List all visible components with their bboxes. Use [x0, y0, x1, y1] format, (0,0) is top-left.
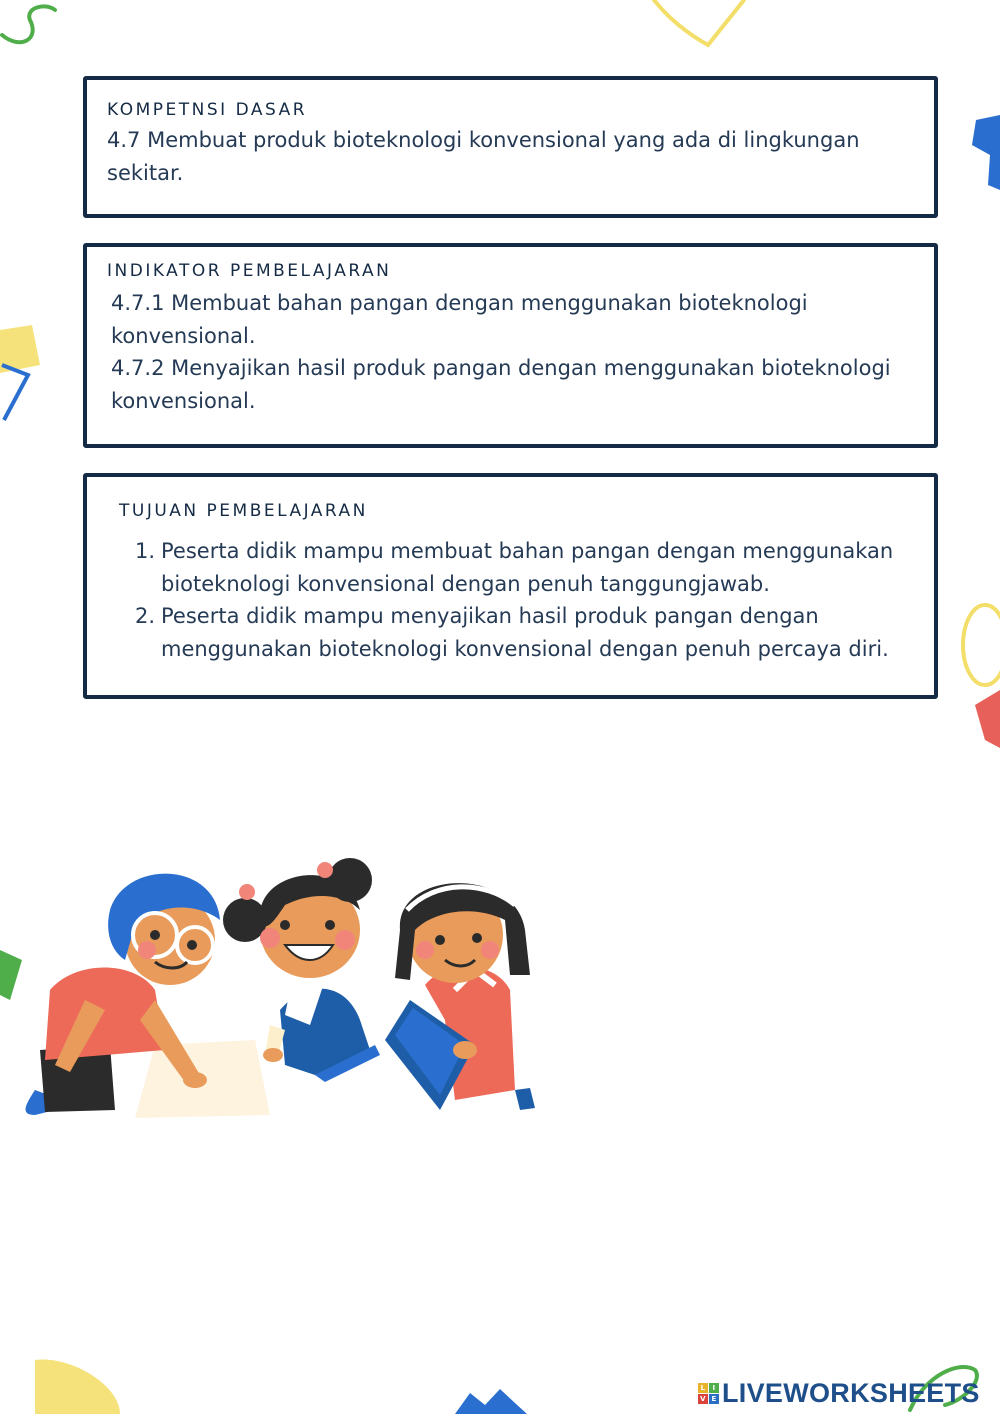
indikator-pembelajaran-title: INDIKATOR PEMBELAJARAN [107, 261, 392, 281]
text-line: konvensional. [111, 388, 256, 413]
brand-name: LIVEWORKSHEETS [722, 1378, 980, 1408]
boy-figure [26, 874, 220, 1115]
tujuan-pembelajaran-title: TUJUAN PEMBELAJARAN [119, 501, 368, 521]
text-line: 4.7 Membuat produk bioteknologi konvensional yang ada di lingkungan [107, 128, 860, 152]
blue-wave-icon [455, 1385, 530, 1414]
tujuan-pembelajaran-box [83, 473, 938, 699]
yellow-ring-icon [955, 600, 1000, 750]
yellow-blob-icon [30, 1355, 125, 1414]
blue-shape-icon [968, 115, 1000, 190]
brand-mark-icon: L I V E [698, 1383, 719, 1404]
list-number: 2. [135, 604, 156, 628]
girl-figure-right [385, 883, 535, 1110]
text-line: sekitar. [107, 160, 184, 185]
yellow-triangle-icon [0, 325, 42, 425]
text-line: bioteknologi konvensional dengan penuh tanggungjawab. [161, 571, 770, 596]
text-line: Peserta didik mampu membuat bahan pangan dengan menggunakan [161, 539, 894, 563]
text-line: 4.7.1 Membuat bahan pangan dengan menggunakan bioteknologi [111, 291, 808, 315]
yellow-heart-outline-icon [640, 0, 750, 48]
text-line: konvensional. [111, 323, 256, 348]
kompetensi-dasar-box [83, 76, 938, 218]
children-reading-illustration [15, 850, 545, 1125]
liveworksheets-logo [698, 1378, 980, 1409]
list-number: 1. [135, 539, 156, 563]
tujuan-pembelajaran-list [119, 535, 914, 665]
kompetensi-dasar-title: KOMPETNSI DASAR [107, 100, 308, 120]
green-swirl-icon [0, 0, 70, 50]
list-item [135, 535, 914, 600]
indikator-pembelajaran-box [83, 243, 938, 448]
list-item [135, 600, 914, 665]
text-line: Peserta didik mampu menyajikan hasil produk pangan dengan [161, 604, 819, 628]
text-line: menggunakan bioteknologi konvensional dengan penuh percaya diri. [161, 636, 889, 661]
kompetensi-dasar-text [107, 124, 914, 189]
indikator-pembelajaran-text [107, 287, 914, 417]
text-line: 4.7.2 Menyajikan hasil produk pangan dengan menggunakan bioteknologi [111, 356, 891, 380]
